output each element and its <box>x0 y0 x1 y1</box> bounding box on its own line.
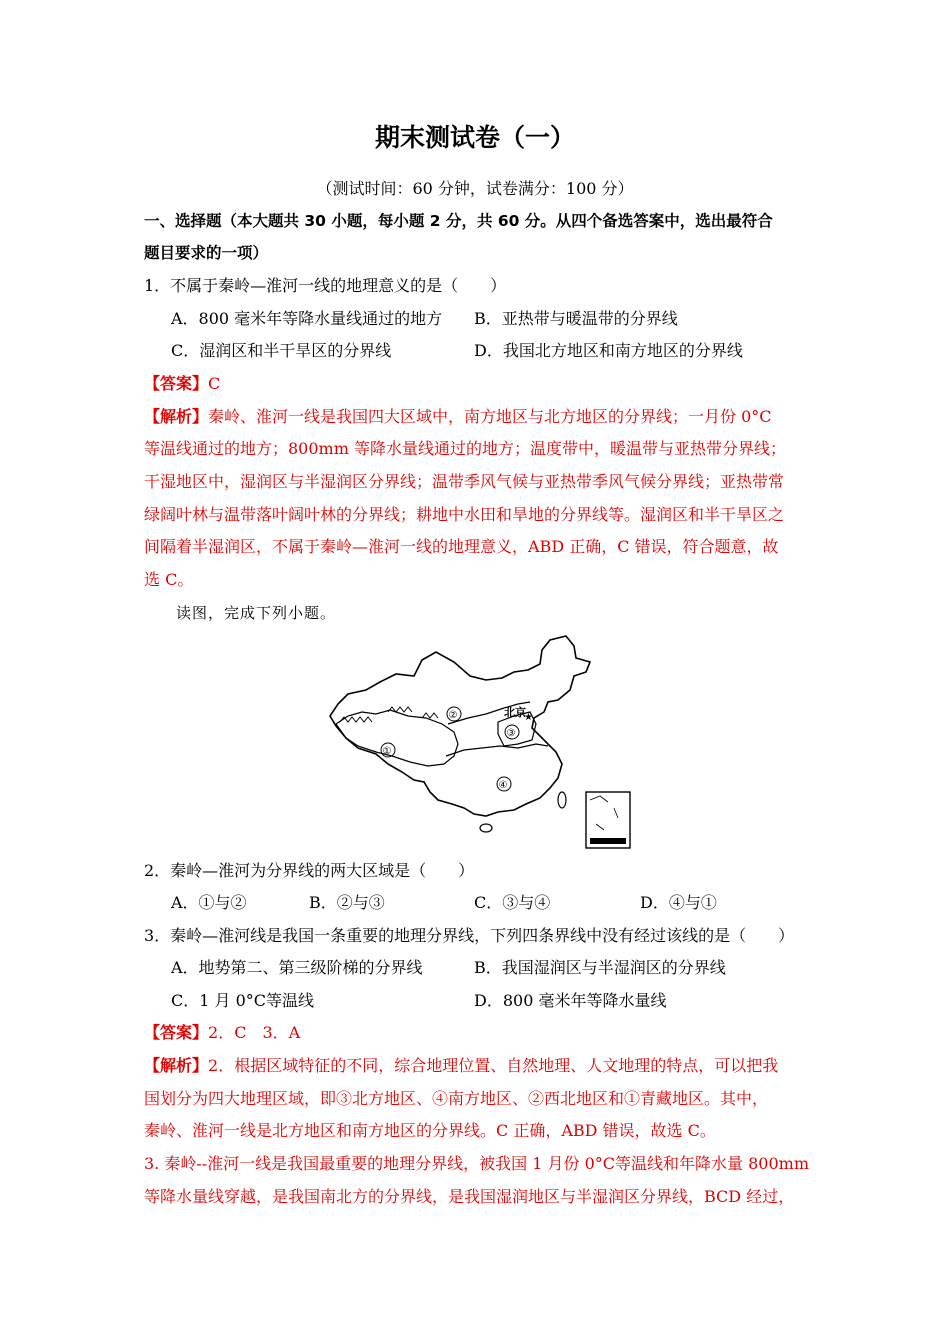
q23-analysis-line: 秦岭、淮河一线是北方地区和南方地区的分界线。C 正确，ABD 错误，故选 C。 <box>144 1121 716 1140</box>
q3-option-a: A．地势第二、第三级阶梯的分界线 <box>171 958 423 977</box>
q23-analysis-line: 等降水量线穿越，是我国南北方的分界线，是我国湿润地区与半湿润区分界线，BCD 经过， <box>144 1187 795 1206</box>
q1-option-c: C．湿润区和半干旱区的分界线 <box>171 341 392 360</box>
analysis-label: 【解析】 <box>144 407 209 426</box>
analysis-label: 【解析】 <box>144 1056 209 1075</box>
q3-option-c: C．1 月 0°C等温线 <box>171 991 315 1010</box>
question-2-stem: 2．秦岭—淮河为分界线的两大区域是（ ） <box>144 861 475 880</box>
q2-option-d: D．④与① <box>640 893 717 912</box>
answer-label: 【答案】 <box>144 374 209 393</box>
q23-analysis-line <box>144 1055 778 1077</box>
analysis-text: 2．根据区域特征的不同，综合地理位置、自然地理、人文地理的特点，可以把我 <box>208 1056 779 1075</box>
answer-label: 【答案】 <box>144 1023 209 1042</box>
question-3-stem: 3．秦岭—淮河线是我国一条重要的地理分界线，下列四条界线中没有经过该线的是（ ） <box>144 926 795 945</box>
q1-analysis-line: 绿阔叶林与温带落叶阔叶林的分界线；耕地中水田和旱地的分界线等。湿润区和半干旱区之 <box>144 505 785 524</box>
q3-option-d: D．800 毫米年等降水量线 <box>474 991 667 1010</box>
qinghai-tibet-boundary <box>336 710 458 766</box>
q2-option-a: A．①与② <box>171 893 247 912</box>
q1-option-a: A．800 毫米年等降水量线通过的地方 <box>171 309 443 328</box>
q1-option-d: D．我国北方地区和南方地区的分界线 <box>474 341 743 360</box>
answer-value: 2．C 3．A <box>208 1023 301 1042</box>
section-heading: 一、选择题（本大题共 30 小题，每小题 2 分，共 60 分。从四个备选答案中，选出最符合 <box>144 212 773 230</box>
q1-analysis-line: 等温线通过的地方；800mm 等降水量线通过的地方；温度带中，暖温带与亚热带分界线； <box>144 439 786 458</box>
q1-analysis-line: 选 C。 <box>144 570 194 589</box>
hainan-island <box>480 824 492 832</box>
q2-option-b: B．②与③ <box>309 893 385 912</box>
region-label-4: ④ <box>498 780 508 791</box>
china-regions-map <box>318 632 636 850</box>
taiwan-island <box>558 792 566 808</box>
region-label-2: ② <box>448 710 458 721</box>
analysis-text: 秦岭、淮河一线是我国四大区域中，南方地区与北方地区的分界线；一月份 0°C <box>208 407 772 426</box>
map-instruction: 读图，完成下列小题。 <box>176 604 337 622</box>
q23-answer <box>144 1022 300 1044</box>
region-label-3: ③ <box>506 728 516 739</box>
q1-option-b: B．亚热带与暖温带的分界线 <box>474 309 678 328</box>
test-info: （测试时间：60 分钟，试卷满分：100 分） <box>316 179 634 198</box>
beijing-star-icon: ★ <box>524 712 533 723</box>
qinling-huaihe-line <box>446 744 548 756</box>
beijing-label: 北京 <box>504 706 526 719</box>
region-label-1: ① <box>382 746 392 757</box>
q1-analysis-line <box>144 406 772 428</box>
question-1-stem: 1．不属于秦岭—淮河一线的地理意义的是（ ） <box>144 276 507 295</box>
q23-analysis-line: 3. 秦岭--淮河一线是我国最重要的地理分界线，被我国 1 月份 0°C等温线和年降水量 800mm <box>144 1154 809 1173</box>
section-heading-cont: 题目要求的一项） <box>144 244 269 262</box>
q1-analysis-line: 干湿地区中，湿润区与半湿润区分界线；温带季风气候与亚热带季风气候分界线；亚热带常 <box>144 472 785 491</box>
answer-value: C <box>208 374 221 393</box>
q1-answer <box>144 373 220 395</box>
q23-analysis-line: 国划分为四大地理区域，即③北方地区、④南方地区、②西北地区和①青藏地区。其中， <box>144 1089 769 1108</box>
q3-option-b: B．我国湿润区与半湿润区的分界线 <box>474 958 726 977</box>
page-title: 期末测试卷（一） <box>374 123 575 152</box>
q2-option-c: C．③与④ <box>474 893 551 912</box>
q1-analysis-line: 间隔着半湿润区，不属于秦岭—淮河一线的地理意义，ABD 正确，C 错误，符合题意，故 <box>144 537 779 556</box>
china-outline <box>330 636 590 816</box>
